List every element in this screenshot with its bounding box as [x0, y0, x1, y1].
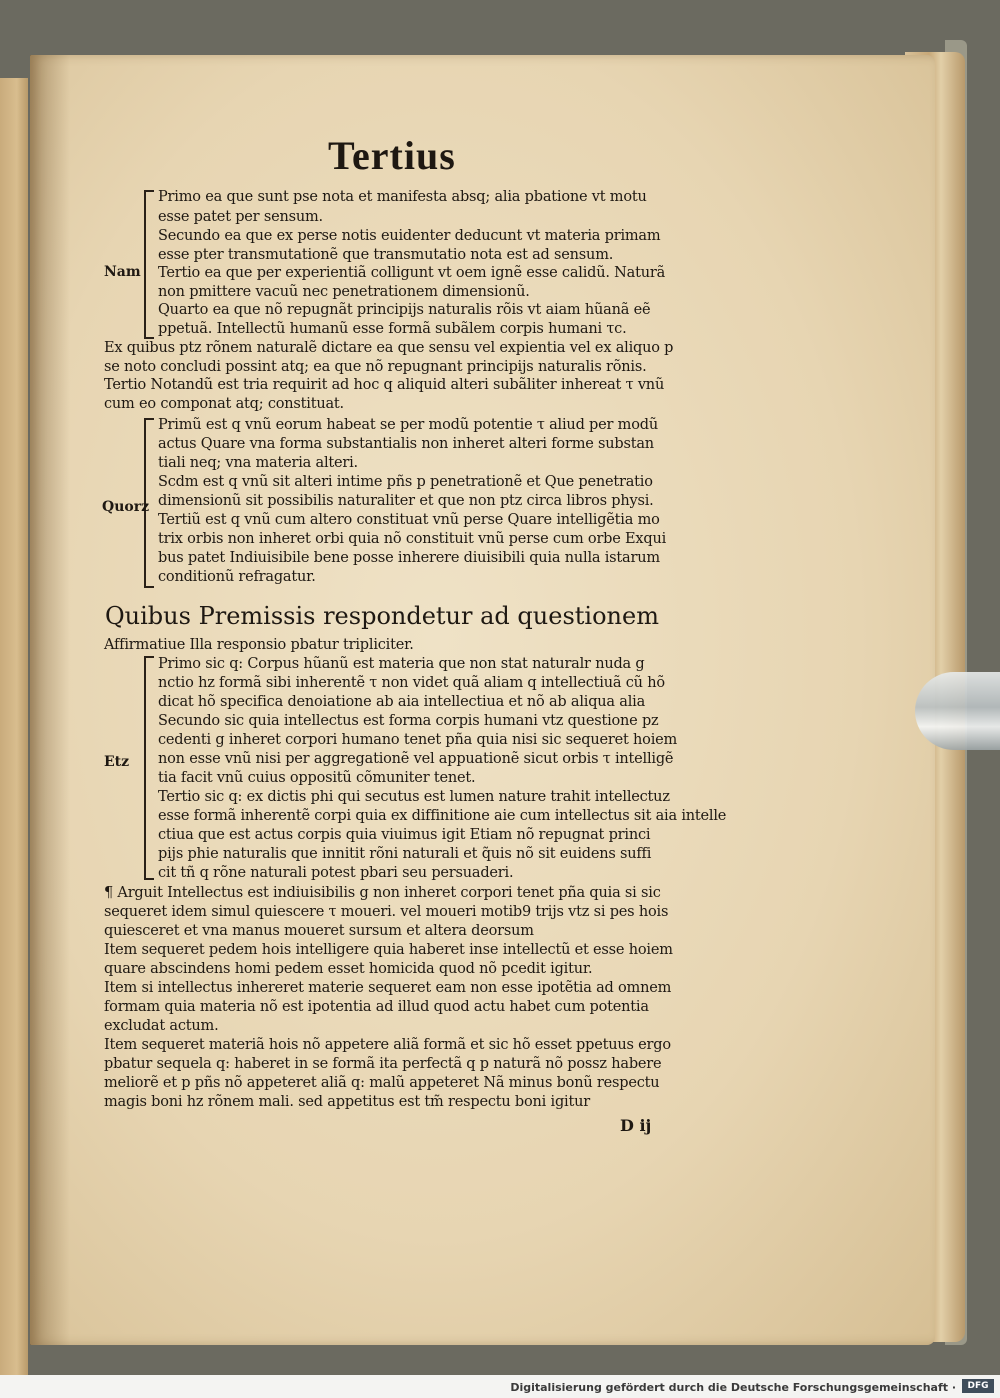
- text-line: pijs phie naturalis que innitit rõni naturali et q̃uis nõ sit euidens suffi: [158, 846, 652, 862]
- footer-credit: Digitalisierung gefördert durch die Deutsche Forschungsgemeinschaft ·: [510, 1381, 956, 1394]
- left-page-edge: [0, 78, 28, 1375]
- signature-mark: D ij: [620, 1116, 652, 1135]
- text-line: non pmittere vacuũ nec penetrationem dimensionũ.: [158, 284, 530, 300]
- text-line: non esse vnũ nisi per aggregationẽ vel appuationẽ sicut orbis τ intelligẽ: [158, 751, 674, 767]
- brace: [144, 190, 154, 339]
- text-line: cit tñ q rõne naturali potest pbari seu persuaderi.: [158, 865, 514, 881]
- text-line: quiesceret et vna manus moueret sursum et altera deorsum: [104, 923, 534, 939]
- section-heading: Quibus Premissis respondetur ad questionem: [105, 602, 659, 630]
- dfg-logo: DFG: [962, 1379, 994, 1393]
- text-line: tia facit vnũ cuius oppositũ cõmuniter tenet.: [158, 770, 476, 786]
- text-line: esse formã inherentẽ corpi quia ex diffinitione aie cum intellectus sit aia intelle: [158, 808, 727, 824]
- text-line: pbatur sequela q: haberet in se formã ita perfectã q p naturã nõ possz habere: [104, 1056, 662, 1072]
- text-line: Tertio sic q: ex dictis phi qui secutus est lumen nature trahit intellectuz: [158, 789, 670, 805]
- text-line: Scdm est q vnũ sit alteri intime pñs p penetrationẽ et Que penetratio: [158, 474, 653, 490]
- brace: [144, 656, 154, 880]
- text-line: formam quia materia nõ est ipotentia ad illud quod actu habet cum potentia: [104, 999, 649, 1015]
- text-line: Tertio Notandũ est tria requirit ad hoc q aliquid alteri subãliter inhereat τ vnũ: [104, 377, 665, 393]
- text-line: Tertio ea que per experientiã colligunt vt oem ignẽ esse calidũ. Naturã: [158, 265, 666, 281]
- margin-label: Nam: [104, 264, 141, 280]
- text-line: magis boni hz rõnem mali. sed appetitus est tm̃ respectu boni igitur: [104, 1094, 590, 1110]
- text-line: bus patet Indiuisibile bene posse inherere diuisibili quia nulla istarum: [158, 550, 660, 566]
- glass-page-weight: [915, 672, 1000, 750]
- text-line: excludat actum.: [104, 1018, 219, 1034]
- text-line: quare abscindens homi pedem esset homicida quod nõ pcedit igitur.: [104, 961, 593, 977]
- text-line: meliorẽ et p pñs nõ appeteret aliã q: malũ appeteret Nã minus bonũ respectu: [104, 1075, 660, 1091]
- text-line: Quarto ea que nõ repugnãt principijs naturalis rõis vt aiam hũanã eẽ: [158, 302, 651, 318]
- margin-label: Etz: [104, 754, 130, 770]
- text-line: cedenti g inheret corpori humano tenet pña quia nisi sic sequeret hoiem: [158, 732, 678, 748]
- text-line: Item sequeret pedem hois intelligere quia haberet inse intellectũ et esse hoiem: [104, 942, 673, 958]
- text-line: Primo sic q: Corpus hũanũ est materia que non stat naturalr nuda g: [158, 656, 645, 672]
- text-line: nctio hz formã sibi inherentẽ τ non videt quã aliam q intellectiuã cũ hõ: [158, 675, 665, 691]
- text-line: Primũ est q vnũ eorum habeat se per modũ potentie τ aliud per modũ: [158, 417, 658, 433]
- text-line: esse patet per sensum.: [158, 209, 323, 225]
- text-line: Tertiũ est q vnũ cum altero constituat vnũ perse Quare intelligẽtia mo: [158, 512, 660, 528]
- text-line: Primo ea que sunt pse nota et manifesta absq; alia pbatione vt motu: [158, 189, 647, 205]
- text-line: dicat hõ specifica denoiatione ab aia intellectiua et nõ ab aliqua alia: [158, 694, 646, 710]
- text-line: cum eo componat atq; constituat.: [104, 396, 344, 412]
- text-line: Secundo ea que ex perse notis euidenter deducunt vt materia primam: [158, 228, 661, 244]
- text-line: actus Quare vna forma substantialis non inheret alteri forme substan: [158, 436, 654, 452]
- text-line: Affirmatiue Illa responsio pbatur tripliciter.: [104, 637, 414, 653]
- text-line: trix orbis non inheret orbi quia nõ constituit vnũ perse cum orbe Exqui: [158, 531, 667, 547]
- text-line: esse pter transmutationẽ que transmutatio nota est ad sensum.: [158, 247, 614, 263]
- text-line: tiali neq; vna materia alteri.: [158, 455, 358, 471]
- page-title: Tertius: [328, 133, 456, 178]
- margin-label: Quorz: [102, 499, 150, 515]
- text-line: dimensionũ sit possibilis naturaliter et que non ptz circa libros physi.: [158, 493, 654, 509]
- text-line: se noto concludi possint atq; ea que nõ repugnant principijs naturalis rõnis.: [104, 359, 647, 375]
- text-line: sequeret idem simul quiescere τ moueri. vel moueri motib9 trijs vtz si pes hois: [104, 904, 669, 920]
- text-line: Item si intellectus inhereret materie sequeret eam non esse ipotẽtia ad omnem: [104, 980, 672, 996]
- binding-shadow: [30, 55, 70, 1345]
- text-line: ctiua que est actus corpis quia viuimus igit Etiam nõ repugnat princi: [158, 827, 651, 843]
- text-line: conditionũ refragatur.: [158, 569, 316, 585]
- text-line: Item sequeret materiã hois nõ appetere aliã formã et sic hõ esset ppetuus ergo: [104, 1037, 671, 1053]
- text-line: ppetuã. Intellectũ humanũ esse formã subãlem corpis humani τc.: [158, 321, 627, 337]
- text-line: Ex quibus ptz rõnem naturalẽ dictare ea que sensu vel expientia vel ex aliquo p: [104, 340, 674, 356]
- text-line: ¶ Arguit Intellectus est indiuisibilis g non inheret corpori tenet pña quia si sic: [104, 885, 661, 901]
- text-line: Secundo sic quia intellectus est forma corpis humani vtz questione pz: [158, 713, 659, 729]
